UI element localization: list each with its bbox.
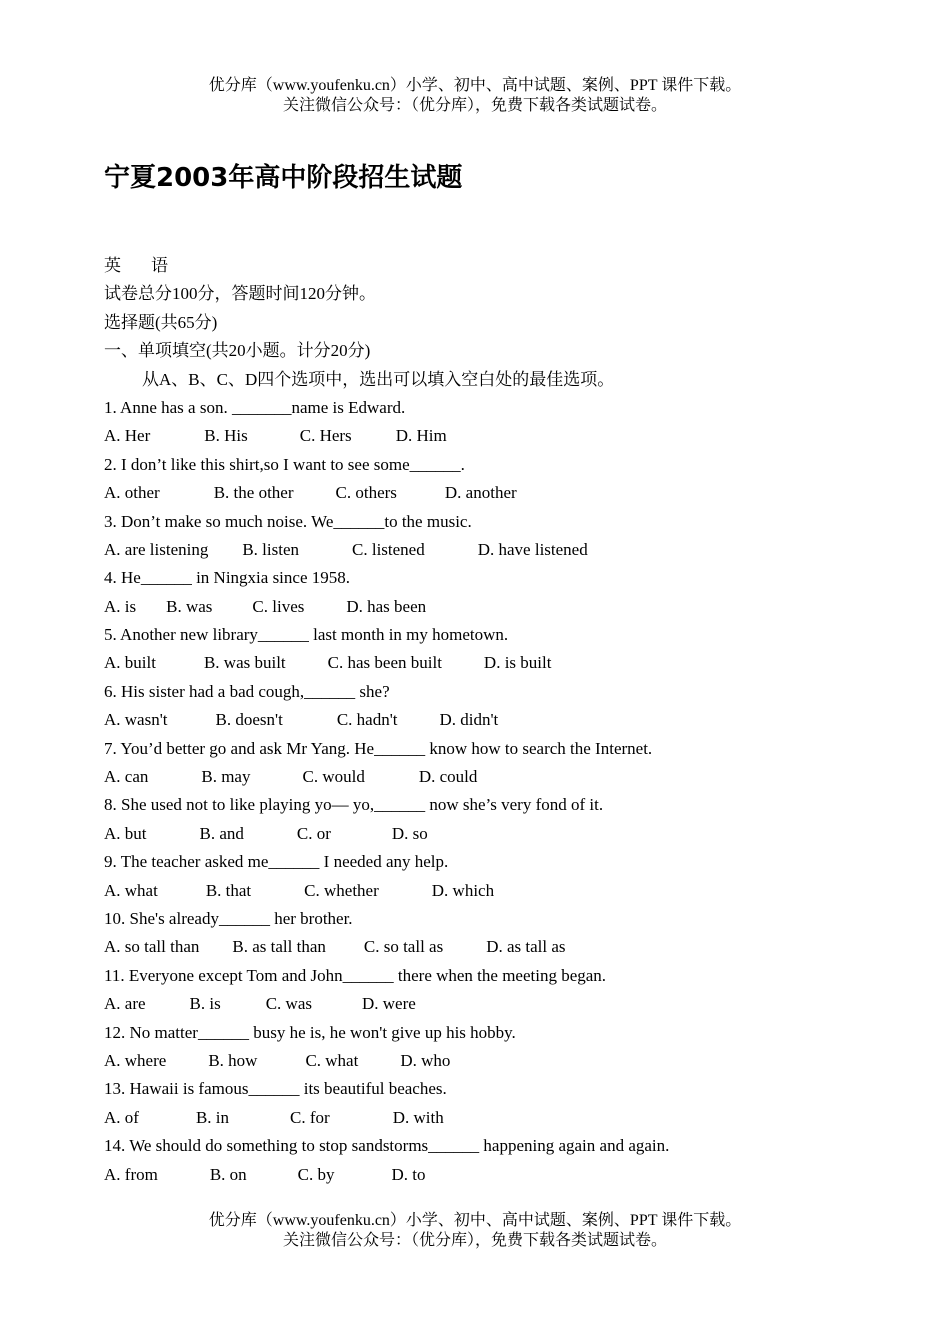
page-header — [0, 76, 950, 116]
question-options — [104, 479, 884, 507]
exam-content — [104, 252, 884, 1189]
question-options — [104, 422, 884, 450]
option-a: A. can — [104, 767, 149, 787]
option-d: D. were — [362, 994, 416, 1014]
option-d: D. which — [431, 880, 495, 900]
option-a: A. built — [104, 653, 156, 673]
option-c: C. listened — [352, 539, 425, 559]
option-a: A. wasn't — [104, 710, 168, 730]
question-stem: 3. Don’t make so much noise. We______to the music. — [104, 511, 472, 531]
question-stem: 9. The teacher asked me______ I needed any help. — [104, 852, 449, 872]
subject-char-1: 英 — [104, 256, 121, 275]
question-options — [104, 593, 884, 621]
option-d: D. as tall as — [486, 937, 566, 957]
question-stem: 13. Hawaii is famous______ its beautiful beaches. — [104, 1079, 447, 1099]
option-b: B. on — [209, 1164, 247, 1184]
option-a: A. from — [104, 1164, 158, 1184]
question-options — [104, 763, 884, 791]
instruction-text: 从A、B、C、D四个选项中，选出可以填入空白处的最佳选项。 — [142, 369, 615, 389]
question-stem: 7. You’d better go and ask Mr Yang. He______ know how to search the Internet. — [104, 738, 653, 758]
option-b: B. was — [166, 596, 213, 616]
question-options — [104, 877, 884, 905]
option-b: B. is — [189, 994, 221, 1014]
subject-char-2: 语 — [151, 256, 168, 275]
option-a: A. Her — [104, 426, 151, 446]
option-c: C. Hers — [299, 426, 352, 446]
option-b: B. how — [208, 1050, 258, 1070]
question-options — [104, 649, 884, 677]
option-d: D. so — [391, 823, 428, 843]
option-d: D. another — [444, 483, 517, 503]
option-a: A. what — [104, 880, 158, 900]
question-options — [104, 1161, 884, 1189]
subject-heading — [104, 252, 884, 280]
page-footer — [0, 1211, 950, 1251]
question-stem: 6. His sister had a bad cough,______ she? — [104, 681, 390, 701]
option-b: B. His — [204, 426, 248, 446]
option-d: D. have listened — [477, 539, 588, 559]
question-stem: 1. Anne has a son. _______name is Edward. — [104, 397, 406, 417]
option-c: C. would — [302, 767, 365, 787]
question-stem: 11. Everyone except Tom and John______ there when the meeting began. — [104, 965, 607, 985]
option-a: A. other — [104, 483, 160, 503]
option-d: D. didn't — [439, 710, 499, 730]
question-stem: 10. She's already______ her brother. — [104, 908, 353, 928]
option-d: D. is built — [483, 653, 552, 673]
option-c: C. lives — [252, 596, 305, 616]
option-b: B. was built — [203, 653, 286, 673]
question-options — [104, 990, 884, 1018]
part-heading: 一、单项填空(共20小题。计分20分) — [104, 341, 371, 361]
option-c: C. hadn't — [336, 710, 398, 730]
question-options — [104, 1047, 884, 1075]
question-stem: 12. No matter______ busy he is, he won't give up his hobby. — [104, 1022, 516, 1042]
question-stem: 2. I don’t like this shirt,so I want to see some______. — [104, 454, 465, 474]
option-d: D. who — [400, 1050, 451, 1070]
question-options — [104, 706, 884, 734]
question-options — [104, 820, 884, 848]
option-b: B. that — [205, 880, 252, 900]
option-a: A. is — [104, 596, 137, 616]
option-b: B. the other — [213, 483, 294, 503]
question-stem: 4. He______ in Ningxia since 1958. — [104, 568, 350, 588]
option-b: B. doesn't — [215, 710, 283, 730]
option-c: C. or — [296, 823, 331, 843]
option-a: A. where — [104, 1050, 167, 1070]
question-list — [104, 394, 884, 1189]
option-b: B. listen — [242, 539, 300, 559]
option-b: B. may — [201, 767, 251, 787]
option-c: C. has been built — [327, 653, 442, 673]
option-c: C. was — [265, 994, 312, 1014]
option-d: D. with — [392, 1107, 444, 1127]
option-a: A. of — [104, 1107, 139, 1127]
option-a: A. are — [104, 994, 146, 1014]
footer-line-1: 优分库（www.youfenku.cn）小学、初中、高中试题、案例、PPT 课件下载。 — [208, 1212, 742, 1229]
option-a: A. but — [104, 823, 147, 843]
option-b: B. in — [195, 1107, 230, 1127]
option-c: C. for — [290, 1107, 330, 1127]
option-c: C. by — [297, 1164, 335, 1184]
document-title: 宁夏2003年高中阶段招生试题 — [104, 163, 463, 193]
option-d: D. has been — [346, 596, 427, 616]
question-stem: 8. She used not to like playing yo— yo,______ now she’s very fond of it. — [104, 795, 604, 815]
header-line-1: 优分库（www.youfenku.cn）小学、初中、高中试题、案例、PPT 课件下载。 — [208, 77, 742, 94]
option-c: C. others — [335, 483, 397, 503]
option-d: D. Him — [395, 426, 447, 446]
option-d: D. could — [418, 767, 478, 787]
section-heading: 选择题(共65分) — [104, 312, 218, 332]
option-b: B. as tall than — [232, 937, 326, 957]
option-a: A. are listening — [104, 539, 209, 559]
option-c: C. what — [305, 1050, 359, 1070]
option-c: C. so tall as — [363, 937, 444, 957]
option-a: A. so tall than — [104, 937, 200, 957]
exam-total-info: 试卷总分100分，答题时间120分钟。 — [104, 284, 376, 304]
option-b: B. and — [199, 823, 244, 843]
question-options — [104, 536, 884, 564]
question-stem: 5. Another new library______ last month in my hometown. — [104, 625, 509, 645]
question-options — [104, 1104, 884, 1132]
option-c: C. whether — [304, 880, 379, 900]
question-options — [104, 933, 884, 961]
header-line-2: 关注微信公众号：（优分库），免费下载各类试题试卷。 — [282, 97, 667, 114]
question-stem: 14. We should do something to stop sandstorms______ happening again and again. — [104, 1136, 670, 1156]
option-d: D. to — [391, 1164, 426, 1184]
footer-line-2: 关注微信公众号：（优分库），免费下载各类试题试卷。 — [282, 1232, 667, 1249]
